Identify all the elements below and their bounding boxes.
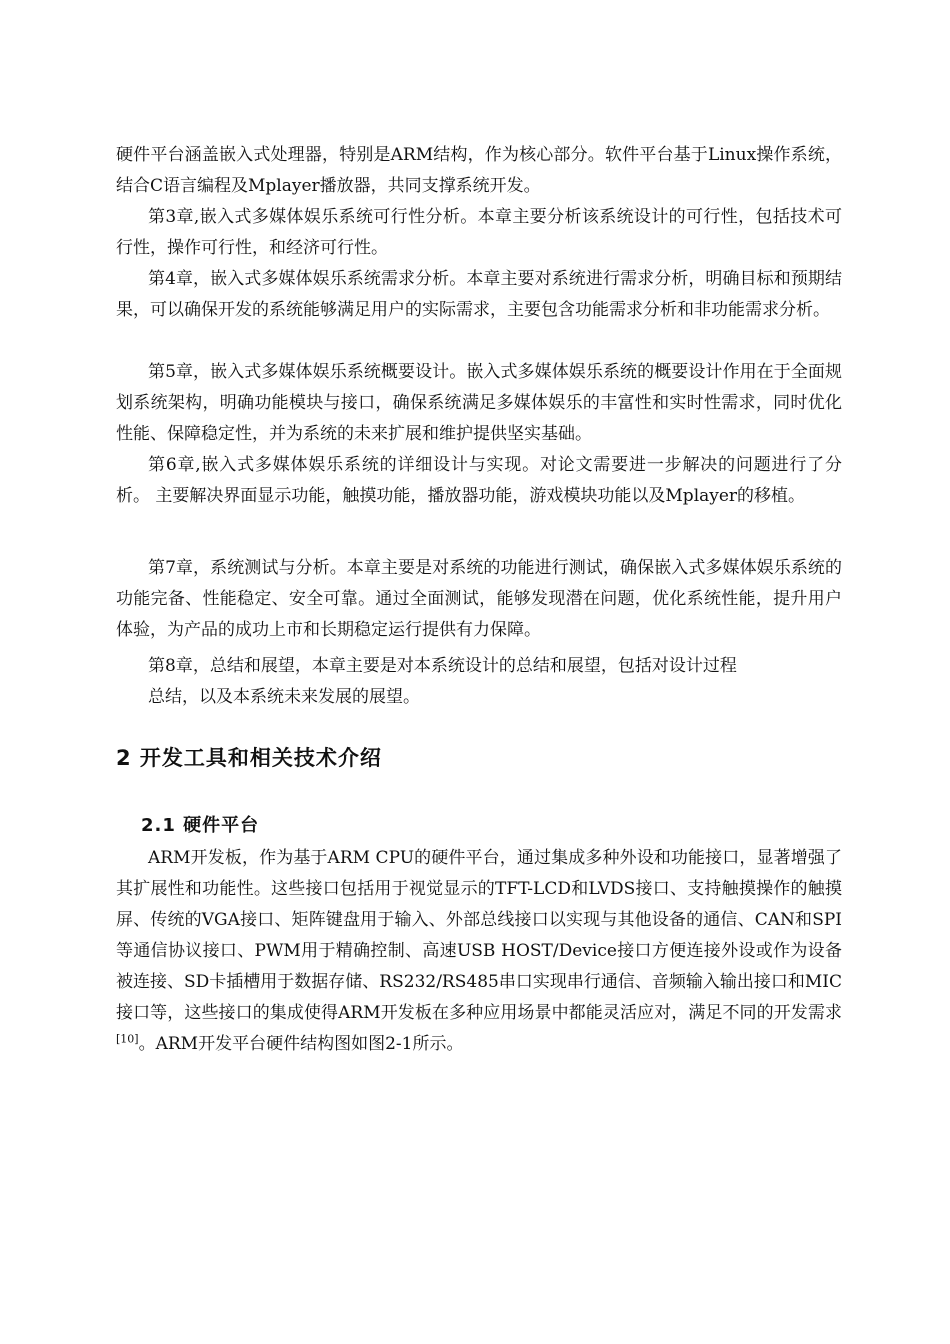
paragraph-hardware-platform — [116, 843, 842, 1060]
hardware-body-tail: 。ARM开发平台硬件结构图如图2-1所示。 — [138, 1034, 464, 1054]
paragraph-chapter-6: 第6章,嵌入式多媒体娱乐系统的详细设计与实现。对论文需要进一步解决的问题进行了分析。 主要解决界面显示功能，触摸功能，播放器功能，游戏模块功能以及Mplayer的移植。 — [116, 455, 842, 506]
subsection-heading: 2.1 硬件平台 — [141, 815, 260, 836]
paragraph-chapter-3: 第3章,嵌入式多媒体娱乐系统可行性分析。本章主要分析该系统设计的可行性，包括技术可行性，操作可行性，和经济可行性。 — [116, 207, 842, 258]
paragraph-chapter-5: 第5章，嵌入式多媒体娱乐系统概要设计。嵌入式多媒体娱乐系统的概要设计作用在于全面规划系统架构，明确功能模块与接口，确保系统满足多媒体娱乐的丰富性和实时性需求，同时优化性能、保障稳定性，并为系统的未来扩展和维护提供坚实基础。 — [116, 362, 842, 444]
paragraph-intro: 硬件平台涵盖嵌入式处理器，特别是ARM结构，作为核心部分。软件平台基于Linux操作系统，结合C语言编程及Mplayer播放器，共同支撑系统开发。 — [116, 145, 842, 196]
citation-reference: [10] — [116, 1032, 139, 1046]
paragraph-chapter-8-line-2: 总结，以及本系统未来发展的展望。 — [148, 687, 420, 707]
paragraph-chapter-7: 第7章，系统测试与分析。本章主要是对系统的功能进行测试，确保嵌入式多媒体娱乐系统的功能完备、性能稳定、安全可靠。通过全面测试，能够发现潜在问题，优化系统性能，提升用户体验，为产品的成功上市和长期稳定运行提供有力保障。 — [116, 558, 842, 640]
paragraph-chapter-4: 第4章，嵌入式多媒体娱乐系统需求分析。本章主要对系统进行需求分析，明确目标和预期结果，可以确保开发的系统能够满足用户的实际需求，主要包含功能需求分析和非功能需求分析。 — [116, 269, 842, 320]
section-heading: 2 开发工具和相关技术介绍 — [116, 746, 382, 770]
paragraph-chapter-8-line-1: 第8章，总结和展望，本章主要是对本系统设计的总结和展望，包括对设计过程 — [148, 656, 737, 676]
hardware-body-text: ARM开发板，作为基于ARM CPU的硬件平台，通过集成多种外设和功能接口，显著增强了其扩展性和功能性。这些接口包括用于视觉显示的TFT-LCD和LVDS接口、支持触摸操作的触摸屏、传统的VGA接口、矩阵键盘用于输入、外部总线接口以实现与其他设备的通信、CAN和SPI等通信协议接口、PWM用于精确控制、高速USB HOST/Device接口方便连接外设或作为设备被连接、SD卡插槽用于数据存储、RS232/RS485串口实现串行通信、音频输入输出接口和MIC接口等，这些接口的集成使得ARM开发板在多种应用场景中都能灵活应对，满足不同的开发需求 — [116, 848, 842, 1023]
